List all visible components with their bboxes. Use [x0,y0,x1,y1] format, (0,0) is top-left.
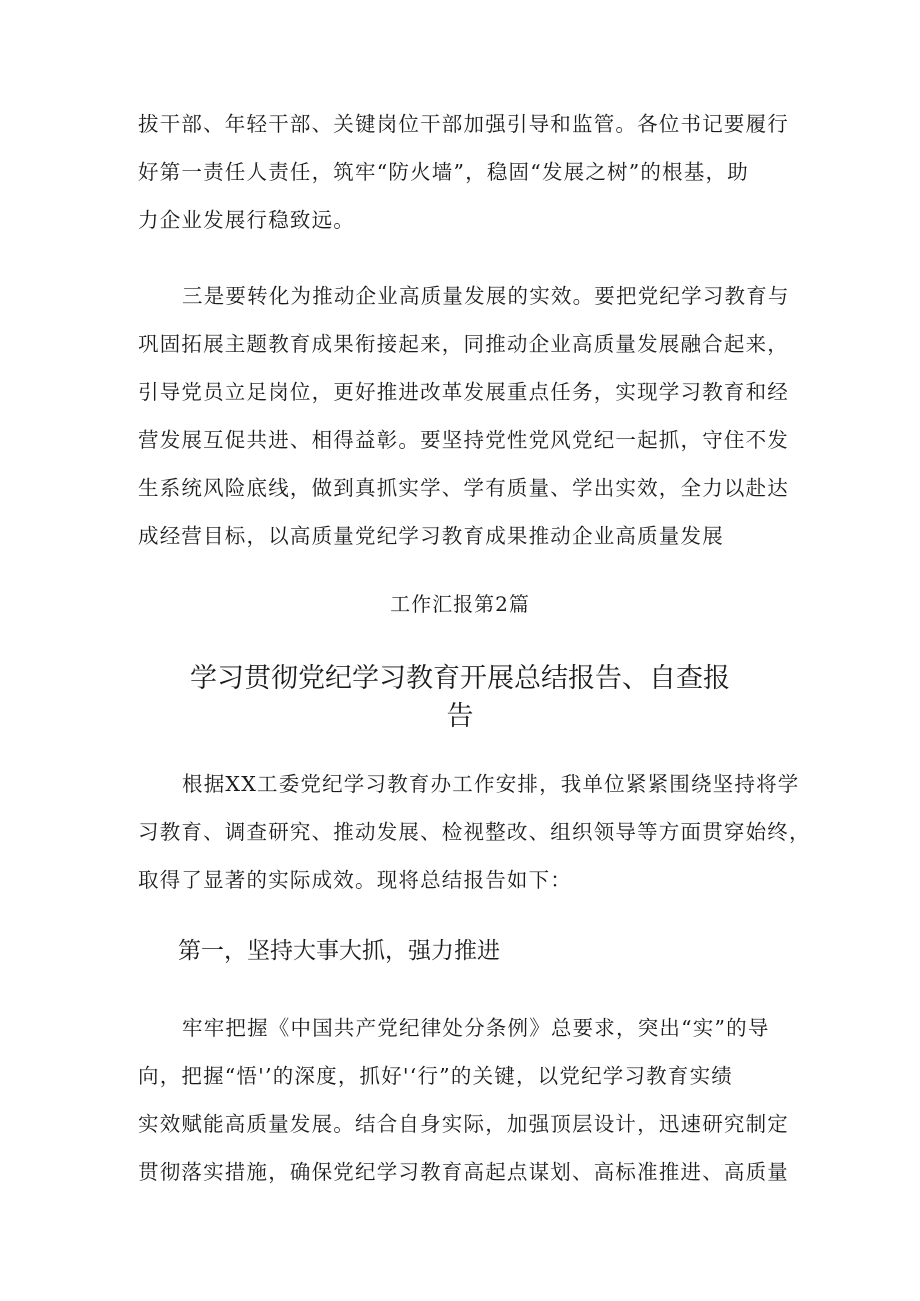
paragraph-line: 好第一责任人责任，筑牢“防火墙”，稳固“发展之树”的根基，助 [138,160,749,184]
paragraph-line: 拔干部、年轻干部、关键岗位干部加强引导和监管。各位书记要履行 [138,112,789,136]
paragraph-line: 力企业发展行稳致远。 [138,208,355,232]
paragraph-4 [138,1004,798,1196]
paragraph-line: 贯彻落实措施，确保党纪学习教育高起点谋划、高标准推进、高质量 [138,1160,789,1184]
title-line-2: 告 [446,701,474,732]
paragraph-line: 根据XX工委党纪学习教育办工作安排，我单位紧紧围绕坚持将学 [182,772,800,796]
section-heading: 第一，坚持大事大抓，强力推进 [178,938,500,964]
paragraph-line: 三是要转化为推动企业高质量发展的实效。要把党纪学习教育与 [182,284,790,308]
paragraph-line: 营发展互促共进、相得益彰。要坚持党性党风党纪一起抓，守住不发 [138,428,789,452]
paragraph-line: 引导党员立足岗位，更好推进改革发展重点任务，实现学习教育和经 [138,380,789,404]
paragraph-line: 生系统风险底线，做到真抓实学、学有质量、学出实效，全力以赴达 [138,476,789,500]
page-title [180,660,740,736]
paragraph-line: 实效赋能高质量发展。结合自身实际，加强顶层设计，迅速研究制定 [138,1112,789,1136]
paragraph-1 [138,100,798,244]
title-line-1: 学习贯彻党纪学习教育开展总结报告、自查报 [190,663,730,694]
paragraph-3 [138,760,811,904]
paragraph-line: 巩固拓展主题教育成果衔接起来，同推动企业高质量发展融合起来， [138,332,789,356]
section-subtitle: 工作汇报第2篇 [390,592,530,616]
paragraph-line: 取得了显著的实际成效。现将总结报告如下： [138,868,572,892]
paragraph-2 [138,272,798,560]
paragraph-line: 向，把握“悟'’的深度，抓好'‘行”的关键，以党纪学习教育实绩 [138,1064,733,1088]
paragraph-line: 牢牢把握《中国共产党纪律处分条例》总要求，突出“实”的导 [182,1016,770,1040]
paragraph-line: 习教育、调查研究、推动发展、检视整改、组织领导等方面贯穿始终， [138,820,811,844]
paragraph-line: 成经营目标，以高质量党纪学习教育成果推动企业高质量发展 [138,524,724,548]
